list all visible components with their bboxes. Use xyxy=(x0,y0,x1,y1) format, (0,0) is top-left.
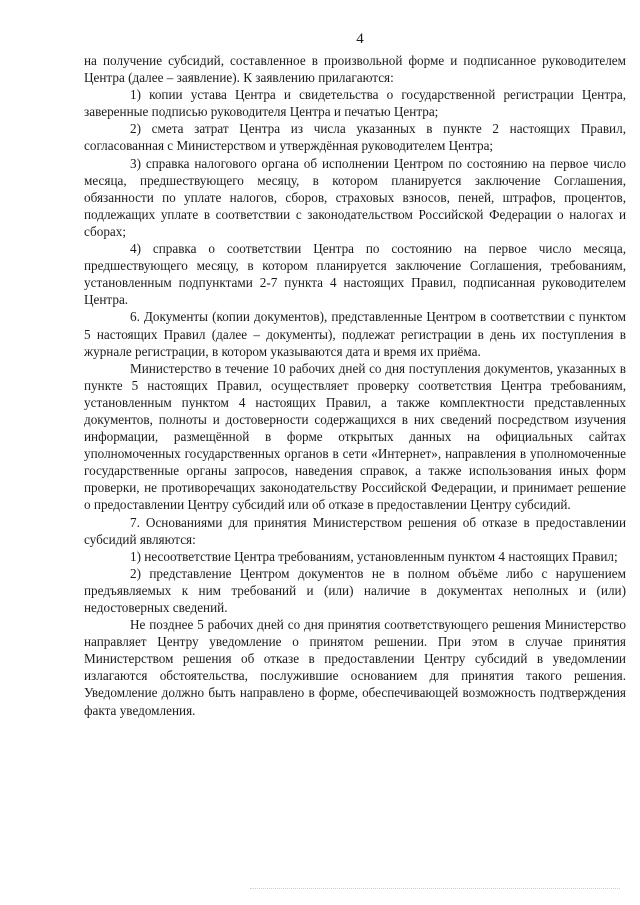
paragraph-notification: Не позднее 5 рабочих дней со дня принятия соответствующего решения Министерство направляет Центру уведомление о принятом решении. При этом в случае принятия Министерством решения об отказе в предоставлении Центру субсидий в уведомлении излагаются обстоятельства, послужившие основанием для принятия такого решения. Уведомление должно быть направлено в форме, обеспечивающей возможность подтверждения факта уведомления. xyxy=(84,617,626,718)
paragraph-item-4-compliance-certificate: 4) справка о соответствии Центра по состоянию на первое число месяца, предшествующего месяцу, в котором планируется заключение Соглашения, требованиям, установленным подпунктами 2-7 пункта 4 настоящих Правил, подписанная руководителем Центра. xyxy=(84,241,626,308)
paragraph-ministry-verification: Министерство в течение 10 рабочих дней со дня поступления документов, указанных в пункте 5 настоящих Правил, осуществляет проверку соответствия Центра требованиям, установленным пунктом 4 настоящих Правил, а также комплектности представленных документов, полноты и достоверности содержащихся в них сведений посредством изучения информации, размещённой в форме открытых данных на официальных сайтах уполномоченных государственных органов в сети «Интернет», направления в уполномоченные государственные органы запросов, наведения справок, а также использования иных форм проверки, не противоречащих законодательству Российской Федерации, и принимает решение о предоставлении Центру субсидий или об отказе в предоставлении Центру субсидий. xyxy=(84,360,626,513)
paragraph-item-2-cost-estimate: 2) смета затрат Центра из числа указанных в пункте 2 настоящих Правил, согласованная с Министерством и утверждённая руководителем Центра; xyxy=(84,121,626,154)
paragraph-item-1-charter-copies: 1) копии устава Центра и свидетельства о государственной регистрации Центра, заверенные подписью руководителя Центра и печатью Центра; xyxy=(84,87,626,120)
document-body xyxy=(84,52,626,719)
page-number: 4 xyxy=(356,31,364,47)
paragraph-application-intro: на получение субсидий, составленное в произвольной форме и подписанное руководителем Центра (далее – заявление). К заявлению прилагаются: xyxy=(84,53,626,86)
paragraph-refusal-item-1: 1) несоответствие Центра требованиям, установленным пунктом 4 настоящих Правил; xyxy=(130,548,618,564)
paragraph-section-7-refusal-grounds: 7. Основаниями для принятия Министерством решения об отказе в предоставлении субсидий являются: xyxy=(84,514,626,547)
paragraph-item-3-tax-certificate: 3) справка налогового органа об исполнении Центром по состоянию на первое число месяца, предшествующего месяцу, в котором планируется заключение Соглашения, обязанности по уплате налогов, сборов, страховых взносов, пеней, штрафов, процентов, подлежащих уплате в соответствии с законодательством Российской Федерации о налогах и сборах; xyxy=(84,155,626,239)
paragraph-section-6-registration: 6. Документы (копии документов), представленные Центром в соответствии с пунктом 5 настоящих Правил (далее – документы), подлежат регистрации в день их поступления в журнале регистрации, в котором указываются дата и время их приёма. xyxy=(84,309,626,359)
scan-footer-artifact xyxy=(250,888,620,893)
paragraph-refusal-item-2: 2) представление Центром документов не в полном объёме либо с нарушением предъявляемых к ним требований и (или) наличие в документах неполных и (или) недостоверных сведений. xyxy=(84,565,626,615)
